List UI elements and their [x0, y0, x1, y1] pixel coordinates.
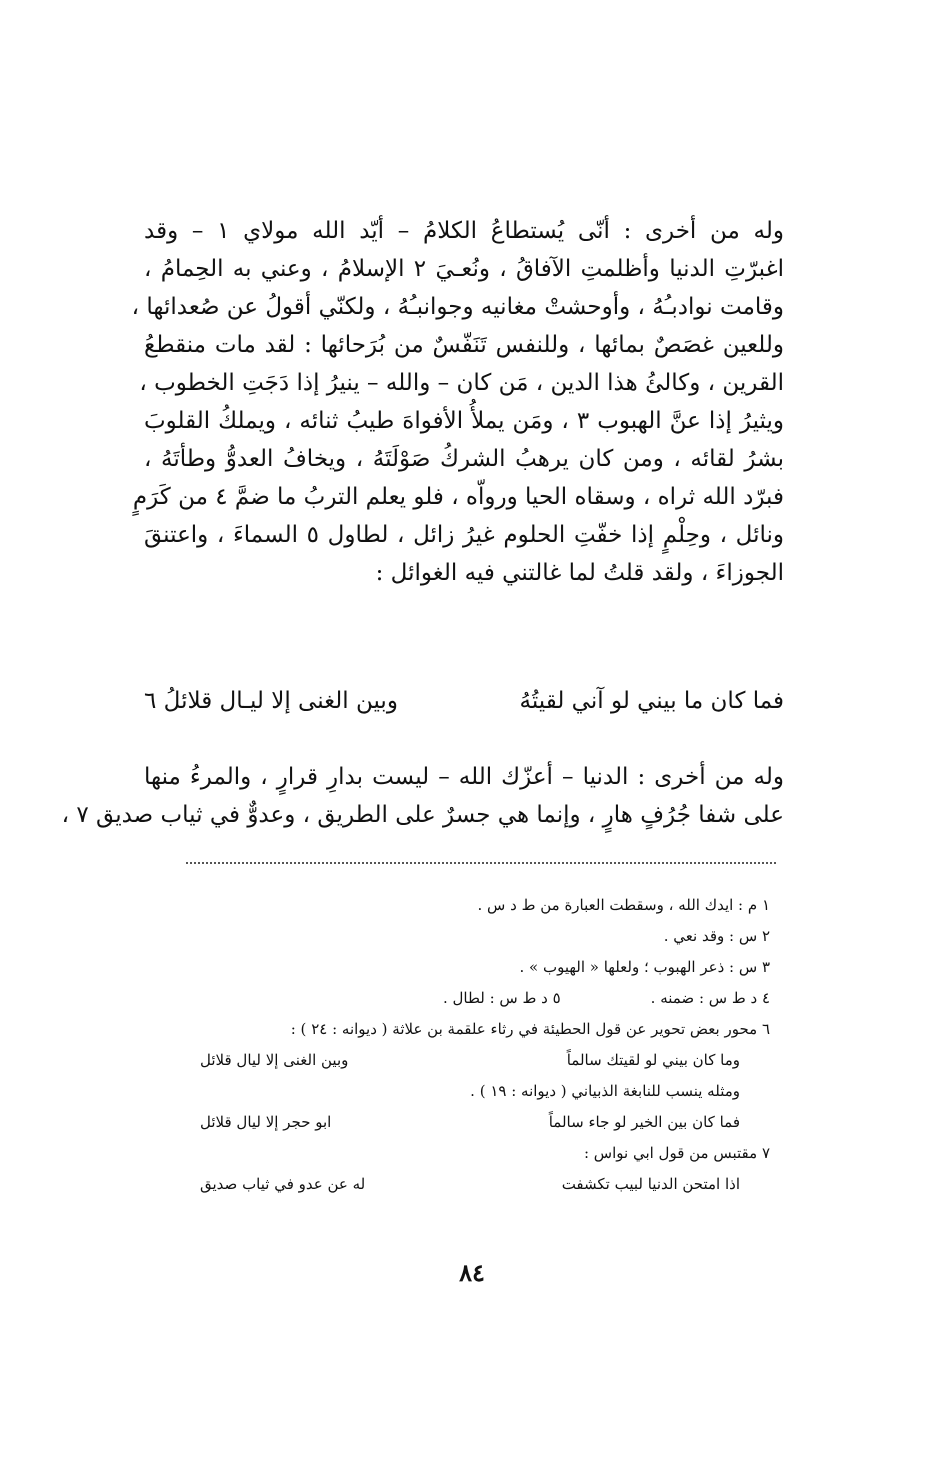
text-line: ويثيرُ إذا عنَّ الهبوب ٣ ، ومَن يملأُ الأفواهَ طيبُ ثنائه ، ويملكُ القلوبَ: [144, 408, 784, 434]
text-line: اغبرّتِ الدنيا وأظلمتِ الآفاقُ ، ونُعـيَ ٢ الإسلامُ ، وعني به الحِمامُ ،: [144, 256, 785, 282]
text-line: فبرّد الله ثراه ، وسقاه الحيا ورواّه ، فلو يعلم التربُ ما ضمَّ ٤ من كَرَمٍ: [132, 484, 784, 510]
text-line: وقامت نوادبـُهُ ، وأوحشتْ مغانيه وجوانبـُهُ ، ولكنّي أقولُ عن صُعدائها ،: [131, 294, 784, 320]
verse-first-hemistich: فما كان بين الخير لو جاء سالماً: [548, 1113, 740, 1131]
footnote-7-verse: [200, 1169, 770, 1200]
verse-first-hemistich: وما كان بيني لو لقيتك سالماً: [566, 1051, 740, 1069]
verse-second-hemistich: له عن عدو في ثياب صديق: [200, 1175, 366, 1193]
poetry-verse: [144, 682, 784, 720]
footnote-6-verse-2: [200, 1107, 770, 1138]
text-line: وله من أخرى : أنّى يُستطاعُ الكلامُ – أيّد الله مولاي ١ – وقد: [144, 218, 784, 244]
footnote-6-verse-1: [200, 1045, 770, 1076]
text-line: الجوزاءَ ، ولقد قلتُ لما غالتني فيه الغوائل :: [375, 560, 784, 586]
footnote-1: ١ م : ايدك الله ، وسقطت العبارة من ط د س .: [477, 896, 770, 914]
footnote-2: ٢ س : وقد نعي .: [663, 927, 770, 945]
verse-first-hemistich: فما كان ما بيني لو آني لقيتُهُ: [519, 688, 784, 714]
footnote-7: ٧ مقتبس من قول ابي نواس :: [583, 1144, 770, 1162]
footnote-6-note: ومثله ينسب للنابغة الذبياني ( ديوانه : ١٩ ) .: [470, 1082, 740, 1100]
footnote-3: ٣ س : ذعر الهبوب ؛ ولعلها « الهيوب » .: [519, 958, 770, 976]
text-line: وللعين غصَصٌ بمائها ، وللنفس تَنَفّسٌ من بُرَحائها : لقد مات منقطعُ: [144, 332, 784, 358]
page-number: ٨٤: [459, 1258, 485, 1287]
text-line: ونائل ، وحِلْمٍ إذا خفّتِ الحلوم غيرُ زائل ، لطاول ٥ السماءَ ، واعتنقَ: [144, 522, 784, 548]
footnotes-4-5: [170, 983, 770, 1014]
second-paragraph: [61, 758, 784, 834]
text-line: وله من أخرى : الدنيا – أعزّك الله – ليست بدارِ قرارٍ ، والمرءُ منها: [144, 764, 784, 790]
footnote-5: ٥ د ط س : لطال .: [442, 989, 561, 1007]
footnotes-section: [170, 890, 770, 1200]
footnote-6: ٦ محور بعض تحوير عن قول الحطيئة في رثاء علقمة بن علاثة ( ديوانه : ٢٤ ) :: [290, 1020, 770, 1038]
footnote-divider: [186, 862, 776, 864]
main-paragraph: [131, 212, 785, 592]
verse-second-hemistich: ابو حجر إلا ليال قلائل: [200, 1113, 332, 1131]
text-line: القرين ، وكالئُ هذا الدين ، مَن كان – والله – ينيرُ إذا دَجَتِ الخطوب ،: [139, 370, 784, 396]
text-line: بشرُ لقائه ، ومن كان يرهبُ الشركُ صَوْلَتَهُ ، ويخافُ العدوُّ وطأتَهُ ،: [144, 446, 784, 472]
verse-first-hemistich: اذا امتحن الدنيا لبيب تكشفت: [561, 1175, 740, 1193]
verse-second-hemistich: وبين الغنى إلا ليـال قلائلُ ٦: [144, 688, 398, 714]
verse-second-hemistich: وبين الغنى إلا ليال قلائل: [200, 1051, 349, 1069]
footnote-4: ٤ د ط س : ضمنه .: [650, 989, 770, 1007]
text-line: على شفا جُرُفٍ هارٍ ، وإنما هي جسرٌ على الطريق ، وعدوٌّ في ثياب صديق ٧ ،: [61, 802, 784, 828]
